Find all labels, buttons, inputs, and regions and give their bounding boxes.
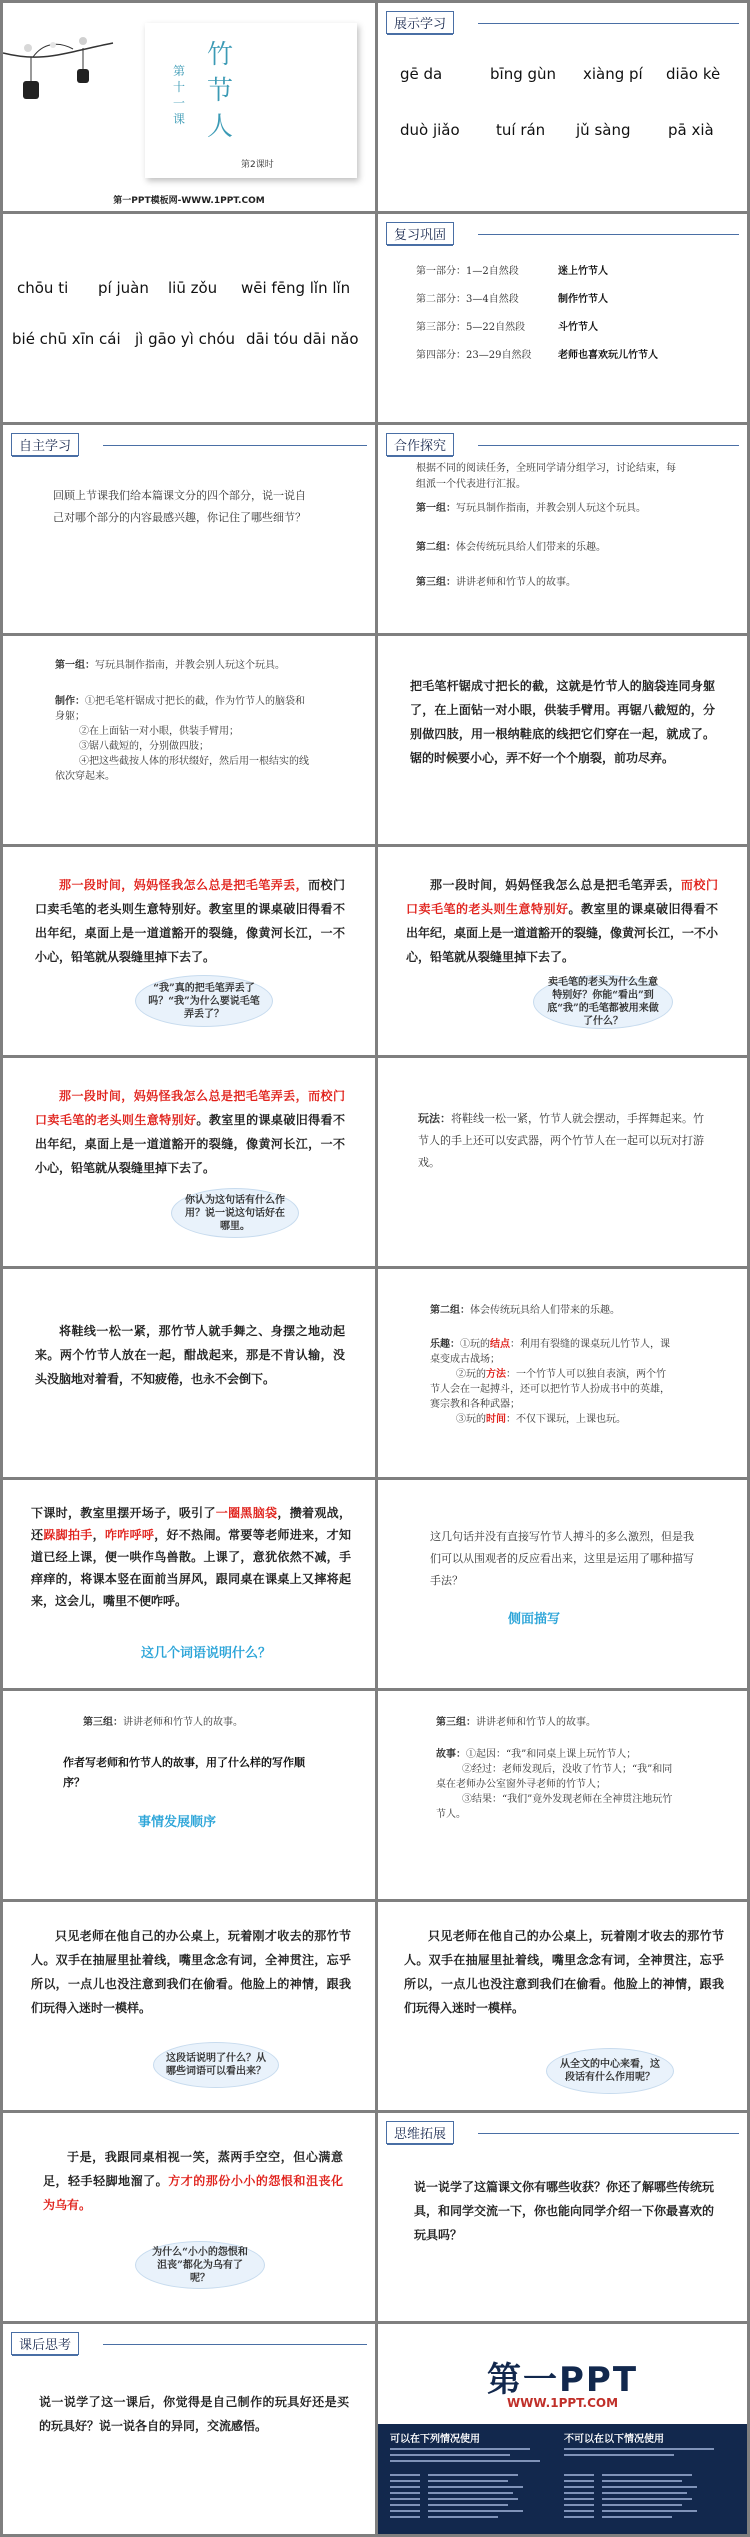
question-bubble: 从全文的中心来看，这段话有什么作用呢？ (546, 2048, 674, 2094)
prompt-text: 说一说学了这篇课文你有哪些收获？你还了解哪些传统玩具，和同学交流一下，你也能向同学介绍一下你最喜欢的玩具吗？ (414, 2180, 715, 2242)
prompt-text: 回顾上节课我们给本篇课文分的四个部分，说一说自己对哪个部分的内容最感兴趣，你记住了哪些细节？ (53, 489, 306, 524)
passage-text: 只见老师在他自己的办公桌上，玩着刚才收去的那竹节人。双手在抽屉里扯着线，嘴里念念有词，全神贯注，忘乎所以，一点儿也没注意到我们在偷看。他脸上的神情，跟我们玩得入迷时一模样。 (31, 1929, 351, 2015)
section-header: 复习巩固 (386, 222, 454, 245)
review-theme: 斗竹节人 (558, 322, 598, 333)
slide-footer-ad (378, 2324, 747, 2534)
pinyin-item: liū zǒu (168, 279, 218, 297)
lesson-label: 第十一课 (173, 64, 186, 126)
page-title: 竹节人 (207, 40, 234, 142)
slide-group3-order (3, 1691, 375, 1899)
passage-text: 于是，我跟同桌相视一笑，蒸两手空空，但心满意足，轻手轻脚地溜了。方才的那份小小的怨恨和沮丧化为乌有。 (43, 2150, 343, 2212)
period-label: 第2课时 (241, 160, 274, 170)
slide-side-description (378, 1480, 747, 1688)
slide-passage-2 (378, 847, 747, 1055)
group-3: 第三组：讲讲老师和竹节人的故事。 (436, 1717, 596, 1728)
group-3: 第三组：讲讲老师和竹节人的故事。 (83, 1717, 243, 1728)
pinyin-item: bié chū xīn cái (12, 330, 121, 348)
slide-show-learning (378, 3, 747, 211)
section-header: 展示学习 (386, 11, 454, 34)
slide-teacher-2 (378, 1902, 747, 2110)
pinyin-item: tuí rán (496, 121, 546, 139)
review-part: 第三部分：5—22自然段 (416, 322, 526, 333)
passage-text: 将鞋线一松一紧，那竹节人就手舞之、身摆之地动起来。两个竹节人放在一起，酣战起来，那是不肯认输，没头没脑地对着看，不知疲倦，也永不会倒下。 (35, 1324, 345, 1386)
site-label: 第一PPT模板网-WWW.1PPT.COM (113, 196, 265, 206)
pinyin-item: dāi tóu dāi nǎo (246, 330, 359, 348)
passage-text: 那一段时间，妈妈怪我怎么总是把毛笔弄丢，而校门口卖毛笔的老头则生意特别好。教室里的课桌破旧得看不出年纪，桌面上是一道道豁开的裂缝，像黄河长江，一不小心，铅笔就从裂缝里掉下去了。 (35, 878, 345, 964)
group-1: 第一组：写玩具制作指南，并教会别人玩这个玩具。 (55, 660, 285, 671)
question-bubble: 这段话说明了什么？从哪些词语可以看出来？ (153, 2042, 279, 2088)
slide-group3-story (378, 1691, 747, 1899)
pinyin-item: pí juàn (98, 279, 149, 297)
review-part: 第一部分：1—2自然段 (416, 266, 519, 277)
fine-print-lines (378, 2444, 747, 2534)
review-theme: 老师也喜欢玩儿竹节人 (558, 350, 658, 361)
question-bubble: 你认为这句话有什么作用？说一说这句话好在哪里。 (171, 1188, 299, 1238)
question-bubble: “我”真的把毛笔弄丢了吗？“我”为什么要说毛笔弄丢了？ (135, 975, 273, 1027)
passage-text: 那一段时间，妈妈怪我怎么总是把毛笔弄丢，而校门口卖毛笔的老头则生意特别好。教室里的课桌破旧得看不出年纪，桌面上是一道道豁开的裂缝，像黄河长江，一不小心，铅笔就从裂缝里掉下去了。 (35, 1089, 345, 1175)
section-header: 思维拓展 (386, 2121, 454, 2144)
pinyin-item: chōu ti (17, 279, 69, 297)
slide-teacher-1 (3, 1902, 375, 2110)
question-text: 这几个词语说明什么？ (141, 1646, 272, 1661)
brand-url: WWW.1PPT.COM (506, 2396, 619, 2410)
group-3: 第三组：讲讲老师和竹节人的故事。 (416, 577, 576, 588)
usage-col-allowed: 可以在下列情况使用 (390, 2434, 480, 2445)
pinyin-item: bīng gùn (490, 65, 557, 83)
question-text: 作者写老师和竹节人的故事，用了什么样的写作顺序？ (63, 1756, 305, 1789)
review-part: 第二部分：3—4自然段 (416, 294, 519, 305)
passage-text: 把毛笔杆锯成寸把长的截，这就是竹节人的脑袋连同身躯了，在上面钻一对小眼，供装手臂用。再锯八截短的，分别做四肢，用一根纳鞋底的线把它们穿在一起，就成了。锯的时候要小心，弄不好一个个崩裂，前功尽弃。 (410, 679, 715, 765)
slide-passage-1 (3, 847, 375, 1055)
pinyin-item: gē da (400, 65, 443, 83)
slide-passage-3 (3, 1058, 375, 1266)
passage-text: 那一段时间，妈妈怪我怎么总是把毛笔弄丢，而校门口卖毛笔的老头则生意特别好。教室里的课桌破旧得看不出年纪，桌面上是一道道豁开的裂缝，像黄河长江，一不小心，铅笔就从裂缝里掉下去了。 (406, 878, 719, 964)
make-steps: 制作：①把毛笔杆锯成寸把长的截，作为竹节人的脑袋和身躯； ②在上面钻一对小眼，供装手臂用； ③锯八截短的，分别做四肢； ④把这些截按人体的形状缀好，然后用一根结实的线依次穿起来。 (55, 696, 309, 782)
title-card (145, 23, 357, 178)
slide-cooperate (378, 425, 747, 633)
brand-logo: 第一PPT (486, 2360, 639, 2400)
review-part: 第四部分：23—29自然段 (416, 350, 532, 361)
answer-text: 事情发展顺序 (138, 1815, 217, 1830)
play-text: 玩法：将鞋线一松一紧，竹节人就会摆动，手挥舞起来。竹节人的手上还可以安武器，两个竹节人在一起可以玩对打游戏。 (418, 1112, 704, 1169)
section-header: 自主学习 (11, 433, 79, 456)
review-theme: 制作竹节人 (558, 294, 608, 305)
passage-text: 只见老师在他自己的办公桌上，玩着刚才收去的那竹节人。双手在抽屉里扯着线，嘴里念念有词，全神贯注，忘乎所以，一点儿也没注意到我们在偷看。他脸上的神情，跟我们玩得入迷时一模样。 (404, 1929, 724, 2015)
slide-self-study (3, 425, 375, 633)
intro-text: 根据不同的阅读任务，全班同学请分组学习，讨论结束，每组派一个代表进行汇报。 (416, 463, 676, 490)
prompt-text: 说一说学了这一课后，你觉得是自己制作的玩具好还是买的玩具好？说一说各自的异同，交流感悟。 (39, 2395, 349, 2433)
review-theme: 迷上竹节人 (558, 266, 608, 277)
fun-list: 乐趣：①玩的结点：利用有裂缝的课桌玩儿竹节人，课桌变成古战场； ②玩的方法：一个竹节人可以独自表演，两个竹节人会在一起搏斗，还可以把竹节人扮成书中的英雄，赛宗教和各种武器； ③玩的时间：不仅下课玩，上课也玩。 (430, 1339, 670, 1425)
slide-title (3, 3, 375, 211)
pinyin-item: pā xià (668, 121, 714, 139)
slide-recess (3, 1480, 375, 1688)
group-2: 第二组：体会传统玩具给人们带来的乐趣。 (430, 1305, 620, 1316)
question-bubble: 卖毛笔的老头为什么生意特别好？你能“看出”到底“我”的毛笔都被用来做了什么？ (533, 975, 673, 1029)
slide-pinyin-2 (3, 214, 375, 422)
group-1: 第一组：写玩具制作指南，并教会别人玩这个玩具。 (416, 503, 646, 514)
pinyin-item: xiàng pí (583, 65, 643, 83)
slide-fight-text (3, 1269, 375, 1477)
slide-review (378, 214, 747, 422)
pinyin-item: jǔ sàng (576, 121, 631, 139)
section-header: 课后思考 (11, 2332, 79, 2355)
slide-play-method (378, 1058, 747, 1266)
slide-ending (3, 2113, 375, 2321)
slide-group2-fun (378, 1269, 747, 1477)
pinyin-item: jì gāo yì chóu (135, 330, 236, 348)
analysis-text: 这几句话并没有直接写竹节人搏斗的多么激烈，但是我们可以从围观者的反应看出来，这里是运用了哪种描写手法？ (430, 1530, 694, 1587)
question-bubble: 为什么“小小的怨恨和沮丧”都化为乌有了呢？ (135, 2241, 265, 2289)
usage-col-forbidden: 不可以在以下情况使用 (564, 2434, 664, 2445)
slide-thinking (378, 2113, 747, 2321)
story-list: 故事：①起因：“我”和同桌上课上玩竹节人； ②经过：老师发现后，没收了竹节人；“我”和同桌在老师办公室窗外寻老师的竹节人； ③结果：“我们”竟外发现老师在全神贯注地玩竹节人。 (436, 1749, 673, 1820)
slide-making-text (378, 636, 747, 844)
slide-group1-guide (3, 636, 375, 844)
group-2: 第二组：体会传统玩具给人们带来的乐趣。 (416, 542, 606, 553)
passage-text: 下课时，教室里摆开场子，吸引了一圈黑脑袋，攒着观战，还跺脚拍手，咋咋呼呼，好不热闹。常要等老师进来，才知道已经上课，便一哄作鸟兽散。上课了，意犹依然不减，手痒痒的，将课本竖在面前当屏风，跟同桌在课桌上又摔将起来，这会儿，嘴里不便咋呼。 (31, 1506, 351, 1608)
slide-after-class (3, 2324, 375, 2534)
pinyin-item: wēi fēng lǐn lǐn (241, 279, 351, 297)
pinyin-item: diāo kè (666, 65, 721, 83)
answer-text: 侧面描写 (508, 1612, 561, 1627)
branch-lanterns-illustration (3, 23, 123, 143)
pinyin-item: duò jiǎo (400, 121, 460, 139)
section-header: 合作探究 (386, 433, 454, 456)
